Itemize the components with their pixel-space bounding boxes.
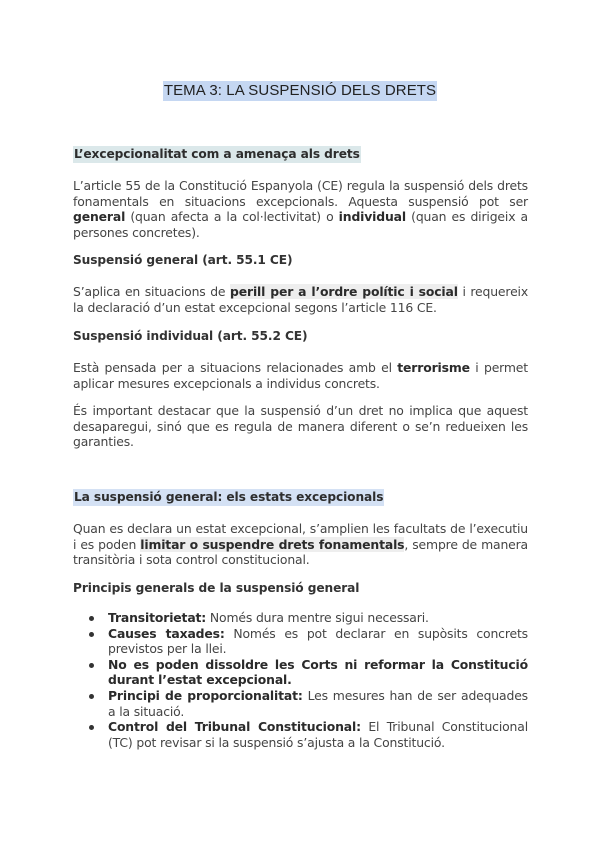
bullet-icon [89, 632, 94, 637]
paragraph-general-suspension: S’aplica en situacions de perill per a l’ordre polític i social i requereix la declaració d’un estat excepcional segons l’article 116 CE. [73, 284, 529, 315]
list-item: Transitorietat: Només dura mentre sigui necessari. [108, 610, 528, 626]
list-item: Principi de proporcionalitat: Les mesures han de ser adequades a la situació. [108, 688, 528, 719]
document-title: TEMA 3: LA SUSPENSIÓ DELS DRETS [163, 82, 437, 99]
list-item: No es poden dissoldre les Corts ni reformar la Constitució durant l’estat excepcional. [108, 657, 528, 688]
paragraph-exceptional-states: Quan es declara un estat excepcional, s’amplien les facultats de l’executiu i es poden limitar o suspendre drets fonamentals, sempre de manera transitòria i sota control constitucional. [73, 521, 529, 568]
bullet-icon [89, 725, 94, 730]
principles-list [108, 610, 528, 750]
paragraph-individual-suspension: Està pensada per a situacions relacionades amb el terrorisme i permet aplicar mesures excepcionals a individus concrets. [73, 360, 528, 391]
list-item: Causes taxades: Només es pot declarar en supòsits concrets previstos per la llei. [108, 626, 528, 657]
subheading-principles: Principis generals de la suspensió general [73, 581, 360, 595]
subheading-general-suspension: Suspensió general (art. 55.1 CE) [73, 253, 293, 267]
bullet-icon [89, 616, 94, 621]
paragraph-note: És important destacar que la suspensió d’un dret no implica que aquest desaparegui, sinó que es regula de manera diferent o se’n redueixen les garanties. [73, 403, 528, 450]
bullet-icon [89, 694, 94, 699]
list-item: Control del Tribunal Constitucional: El Tribunal Constitucional (TC) pot revisar si la suspensió s’ajusta a la Constitució. [108, 719, 528, 750]
subheading-individual-suspension: Suspensió individual (art. 55.2 CE) [73, 329, 308, 343]
bullet-icon [89, 663, 94, 668]
section-heading-exceptional-states: La suspensió general: els estats excepcionals [74, 490, 384, 504]
section-heading-exceptionality: L’excepcionalitat com a amenaça als drets [74, 147, 360, 161]
paragraph-intro: L’article 55 de la Constitució Espanyola (CE) regula la suspensió dels drets fonamentals en situacions excepcionals. Aquesta suspensió pot ser general (quan afecta a la col·lectivitat) o individual (quan es dirigeix a persones concretes). [73, 178, 528, 240]
